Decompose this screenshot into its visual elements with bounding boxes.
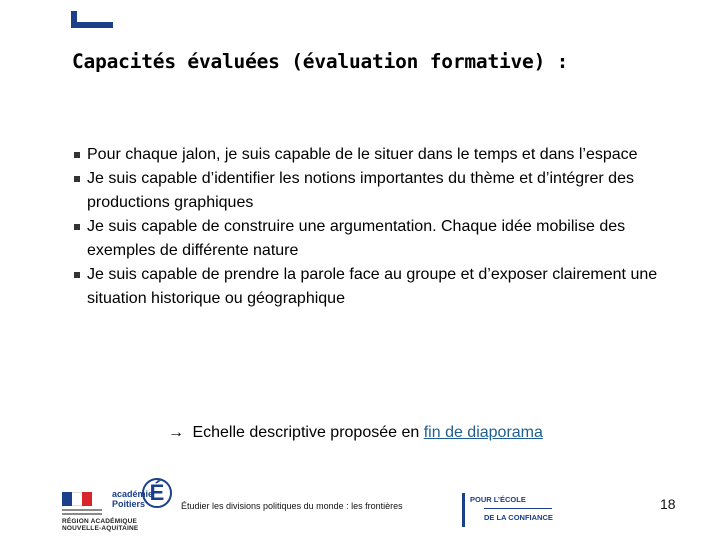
- arrow-right-icon: →: [168, 424, 184, 441]
- square-bullet-icon: [74, 152, 80, 158]
- academie-e-icon: É: [142, 478, 172, 508]
- bullet-item: [72, 143, 672, 167]
- end-of-slideshow-link[interactable]: fin de diaporama: [423, 424, 543, 441]
- bullet-text: Je suis capable d’identifier les notions importantes du thème et d’intégrer des productions graphiques: [87, 170, 634, 211]
- region-label: RÉGION ACADÉMIQUE NOUVELLE-AQUITAINE: [62, 518, 139, 532]
- bullet-item: [72, 215, 672, 263]
- slide-title: Capacités évaluées (évaluation formative) :: [72, 50, 569, 73]
- square-bullet-icon: [74, 224, 80, 230]
- republic-text-lines: [62, 509, 102, 517]
- academie-label: académie Poitiers: [112, 489, 154, 509]
- ecole-confiance-logo: POUR L’ÉCOLE DE LA CONFIANCE: [462, 493, 554, 527]
- bullet-text: Je suis capable de prendre la parole face au groupe et d’exposer clairement une situation historique ou géographique: [87, 266, 658, 307]
- scale-note: [168, 424, 543, 442]
- bullet-item: [72, 263, 672, 311]
- footer-subject: Étudier les divisions politiques du monde : les frontières: [181, 501, 403, 511]
- square-bullet-icon: [74, 176, 80, 182]
- corner-mark: [71, 11, 113, 28]
- bullet-list: [72, 143, 672, 311]
- bullet-item: [72, 167, 672, 215]
- page-number: 18: [660, 496, 676, 512]
- french-flag-icon: [62, 492, 92, 506]
- academie-poitiers-logo: [50, 472, 176, 534]
- square-bullet-icon: [74, 272, 80, 278]
- bullet-text: Pour chaque jalon, je suis capable de le situer dans le temps et dans l’espace: [87, 146, 638, 163]
- note-text: Echelle descriptive proposée en: [192, 424, 420, 441]
- bullet-text: Je suis capable de construire une argumentation. Chaque idée mobilise des exemples de différente nature: [87, 218, 626, 259]
